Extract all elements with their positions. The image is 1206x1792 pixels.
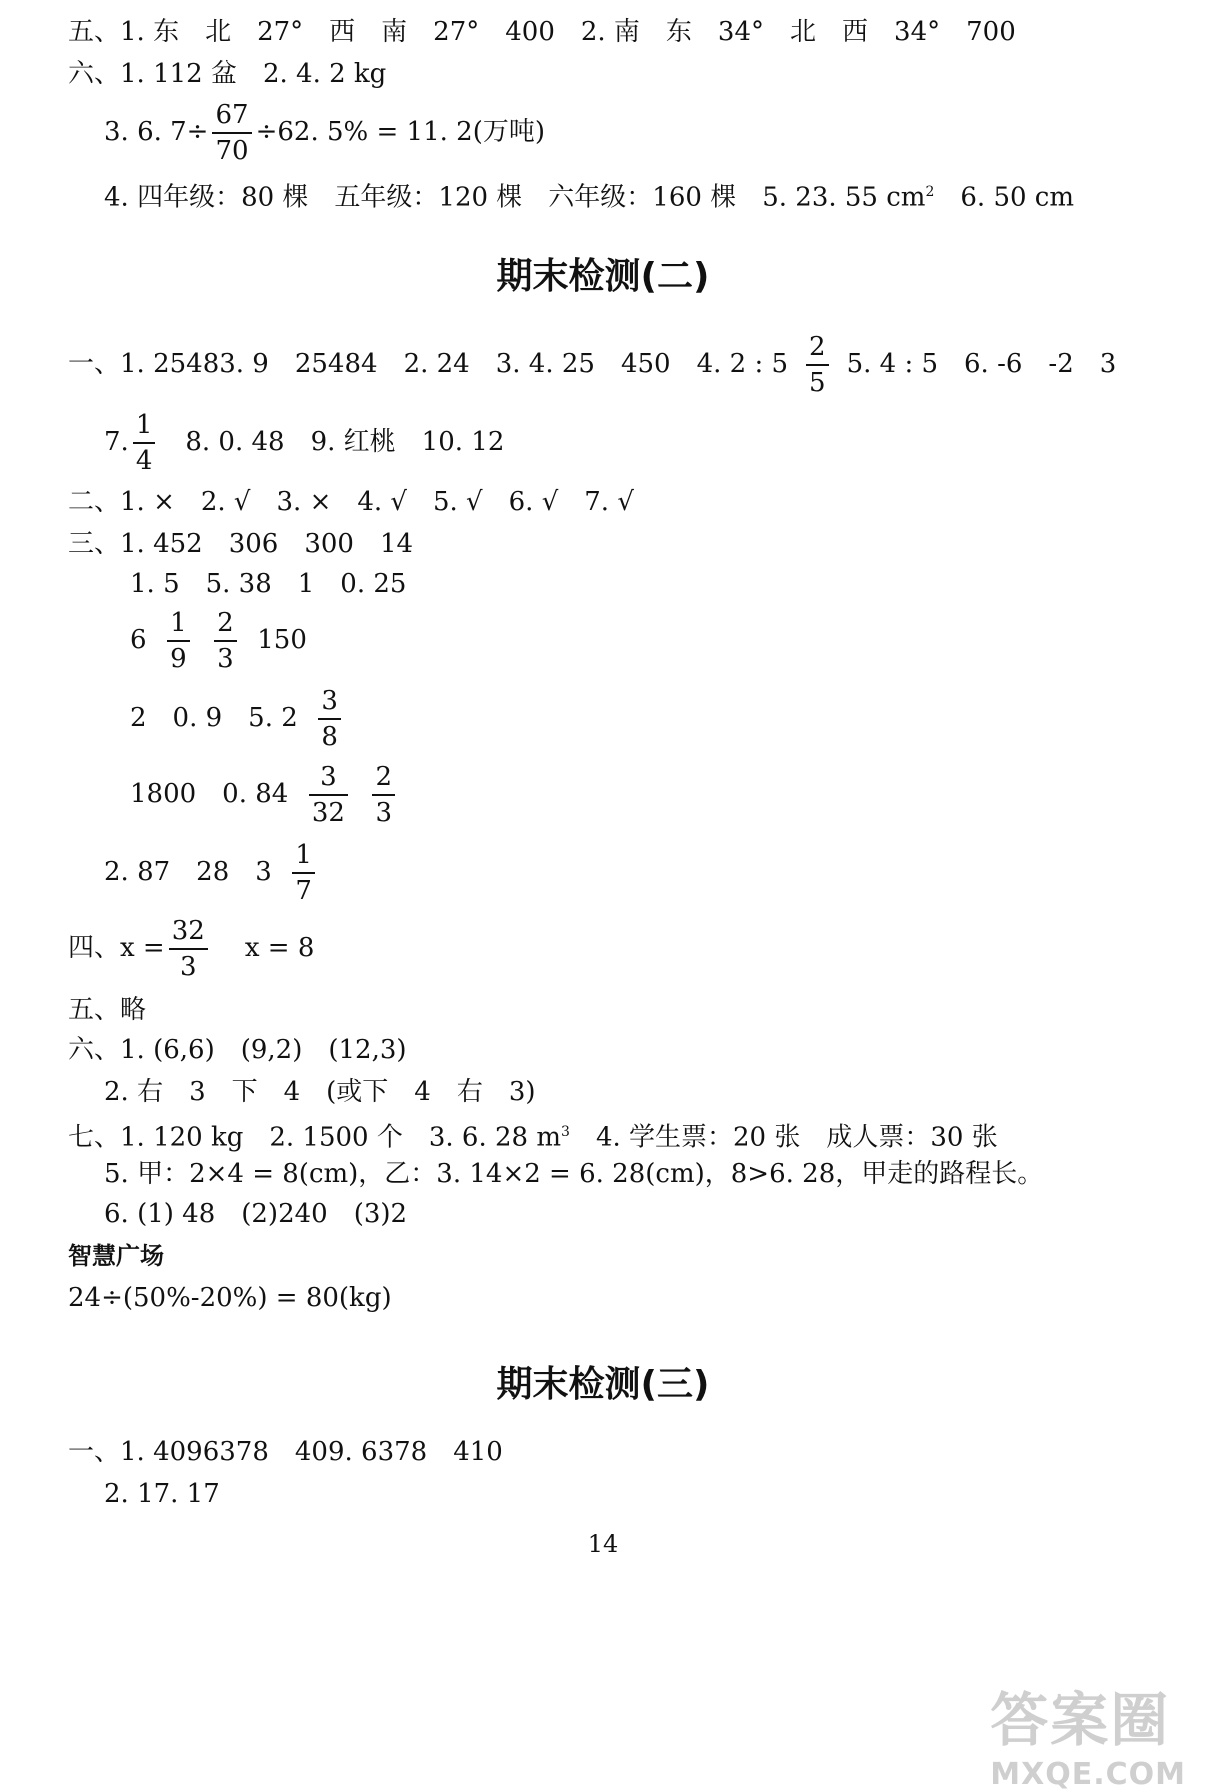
watermark-logo: 答案圈 MXQE.COM xyxy=(990,1686,1186,1792)
answer-line-7-1: 七、1. 120 kg 2. 1500 个 3. 6. 28 $m^3$ 4. 学生票：20 张 成人票：30 张 xyxy=(68,1122,998,1153)
fraction: $\frac{2}{5}$ xyxy=(806,334,829,396)
answer-line-7-5: 5. 甲：2×4 = 8(cm)，乙：3. 14×2 = 6. 28(cm)，8>6. 28，甲走的路程长。 xyxy=(104,1159,1044,1189)
answer-line-5: 五、1. 东 北 27° 西 南 27° 400 2. 南 东 34° 北 西 34° 700 xyxy=(68,17,1016,47)
answer-line-e1: 一、1. 25483. 9 25484 2. 24 3. 4. 25 450 4. 2 : 5 $\frac{2}{5}$ 5. 4 : 5 6. -6 -2 3 xyxy=(68,332,1117,398)
fraction: $\frac{1}{9}$ xyxy=(167,610,190,672)
answer-line-7-6: 6. (1) 48 (2)240 (3)2 xyxy=(104,1199,408,1229)
answer-line-3-6: 2. 87 28 3 $\frac{1}{7}$ xyxy=(104,840,319,904)
answer-line-5b: 五、略 xyxy=(68,995,147,1025)
fraction: $\frac{2}{3}$ xyxy=(214,610,237,672)
section-title-3: 期末检测(三) xyxy=(496,1364,710,1405)
fraction: $\frac{3}{8}$ xyxy=(318,688,341,750)
answer-line-2: 二、1. × 2. √ 3. × 4. √ 5. √ 6. √ 7. √ xyxy=(68,487,634,517)
fraction: $\frac{1}{7}$ xyxy=(292,842,315,904)
answer-line-f2: 2. 17. 17 xyxy=(104,1479,220,1509)
answer-line-e7: 7. $\frac{1}{4}$ 8. 0. 48 9. 红桃 10. 12 xyxy=(104,410,505,476)
answer-line-3-1: 三、1. 452 306 300 14 xyxy=(68,529,414,559)
answer-line-6b-1: 六、1. (6,6) (9,2) (12,3) xyxy=(68,1035,407,1065)
wisdom-square-heading: 智慧广场 xyxy=(68,1242,164,1270)
answer-line-6-1: 六、1. 112 盆 2. 4. 2 kg xyxy=(68,59,387,89)
answer-line-f1: 一、1. 4096378 409. 6378 410 xyxy=(68,1437,503,1467)
answer-line-3-2: 1. 5 5. 38 1 0. 25 xyxy=(130,569,407,599)
fraction: $\frac{1}{4}$ xyxy=(133,412,156,474)
section-title-2: 期末检测(二) xyxy=(496,256,710,297)
answer-line-3-5: 1800 0. 84 $\frac{3}{32}$ $\frac{2}{3}$ xyxy=(130,762,399,826)
fraction: $\frac{32}{3}$ xyxy=(169,918,208,980)
page-number: 14 xyxy=(587,1530,619,1558)
fraction: $\frac{67}{70}$ xyxy=(212,102,251,164)
fraction: $\frac{2}{3}$ xyxy=(372,764,395,826)
fraction: $\frac{3}{32}$ xyxy=(309,764,348,826)
answer-line-6-4: 4. 四年级：80 棵 五年级：120 棵 六年级：160 棵 5. 23. 55 $cm^2$ 6. 50 cm xyxy=(104,182,1075,213)
answer-line-3-4: 2 0. 9 5. 2 $\frac{3}{8}$ xyxy=(130,686,345,750)
answer-line-6b-2: 2. 右 3 下 4 (或下 4 右 3) xyxy=(104,1077,536,1107)
answer-line-4: 四、x = $\frac{32}{3}$ x = 8 xyxy=(68,916,315,982)
answer-line-6-3: 3. 6. 7÷ $\frac{67}{70}$ ÷62. 5% = 11. 2(万吨) xyxy=(104,100,545,166)
wisdom-square-answer: 24÷(50%-20%) = 80(kg) xyxy=(68,1283,392,1313)
answer-line-3-3: 6 $\frac{1}{9}$ $\frac{2}{3}$ 150 xyxy=(130,608,307,674)
